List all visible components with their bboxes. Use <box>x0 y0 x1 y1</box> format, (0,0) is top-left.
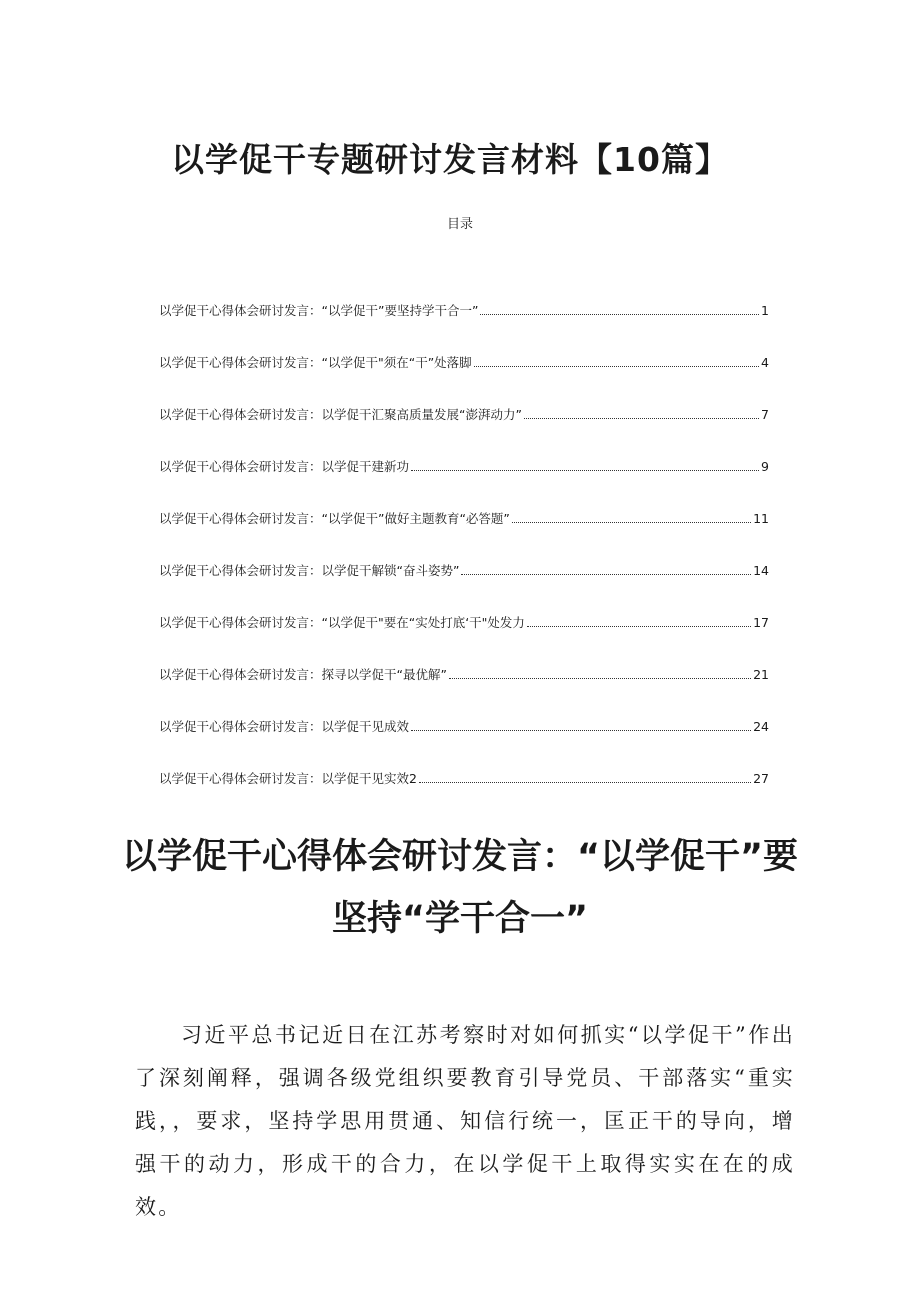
toc-dot-leader <box>524 418 759 419</box>
toc-entry-title: 以学促干心得体会研讨发言：探寻以学促干“最优解” <box>159 667 447 682</box>
toc-entry[interactable] <box>159 320 769 372</box>
toc-dot-leader <box>474 366 759 367</box>
toc-entry[interactable] <box>159 528 769 580</box>
toc-entry-page: 21 <box>753 667 769 682</box>
toc-entry-page: 1 <box>761 303 769 318</box>
section-title <box>60 826 860 950</box>
toc-entry[interactable] <box>159 476 769 528</box>
toc-dot-leader <box>527 626 751 627</box>
toc-entry-page: 14 <box>753 563 769 578</box>
toc-entry[interactable] <box>159 268 769 320</box>
body-paragraph: 习近平总书记近日在江苏考察时对如何抓实“以学促干”作出了深刻阐释，强调各级党组织要教育引导党员、干部落实“重实践，，要求，坚持学思用贯通、知信行统一，匡正干的导向，增强干的动力，形成干的合力，在以学促干上取得实实在在的成效。 <box>135 1023 795 1219</box>
toc-entry-page: 27 <box>753 771 769 786</box>
toc-dot-leader <box>419 782 751 783</box>
toc-dot-leader <box>512 522 751 523</box>
toc-entry[interactable] <box>159 580 769 632</box>
toc-dot-leader <box>480 314 759 315</box>
toc-entry[interactable] <box>159 684 769 736</box>
toc-entry-title: 以学促干心得体会研讨发言：“以学促干”做好主题教育“必答题” <box>159 511 510 526</box>
toc-entry-title: 以学促干心得体会研讨发言：以学促干见成效 <box>159 719 410 734</box>
table-of-contents <box>159 268 769 788</box>
toc-entry-title: 以学促干心得体会研讨发言：以学促干汇聚高质量发展“澎湃动力” <box>159 407 522 422</box>
toc-entry[interactable] <box>159 632 769 684</box>
toc-entry-page: 4 <box>761 355 769 370</box>
toc-entry-page: 17 <box>753 615 769 630</box>
toc-entry-title: 以学促干心得体会研讨发言：以学促干建新功 <box>159 459 410 474</box>
document-title: 以学促干专题研讨发言材料【10篇】 <box>171 140 729 179</box>
toc-heading: 目录 <box>446 217 473 232</box>
toc-entry-page: 9 <box>761 459 769 474</box>
toc-entry-title: 以学促干心得体会研讨发言：以学促干解锁“奋斗姿势” <box>159 563 460 578</box>
section-title-line-2: 坚持“学干合一” <box>331 899 588 939</box>
toc-dot-leader <box>449 678 751 679</box>
toc-entry[interactable] <box>159 372 769 424</box>
toc-entry[interactable] <box>159 736 769 788</box>
toc-dot-leader <box>411 730 751 731</box>
toc-dot-leader <box>411 470 759 471</box>
toc-entry-title: 以学促干心得体会研讨发言：“以学促干”要坚持学干合一” <box>159 303 479 318</box>
toc-entry-page: 24 <box>753 719 769 734</box>
toc-entry-title: 以学促干心得体会研讨发言：“以学促干"须在“干”处落脚 <box>159 355 472 370</box>
toc-entry[interactable] <box>159 424 769 476</box>
section-title-line-1: 以学促干心得体会研讨发言：“以学促干”要 <box>121 837 798 877</box>
toc-entry-page: 7 <box>761 407 769 422</box>
toc-dot-leader <box>461 574 751 575</box>
toc-entry-page: 11 <box>753 511 769 526</box>
toc-entry-title: 以学促干心得体会研讨发言：“以学促干"要在“实处打底‘干"处发力 <box>159 615 525 630</box>
toc-entry-title: 以学促干心得体会研讨发言：以学促干见实效2 <box>159 771 417 786</box>
